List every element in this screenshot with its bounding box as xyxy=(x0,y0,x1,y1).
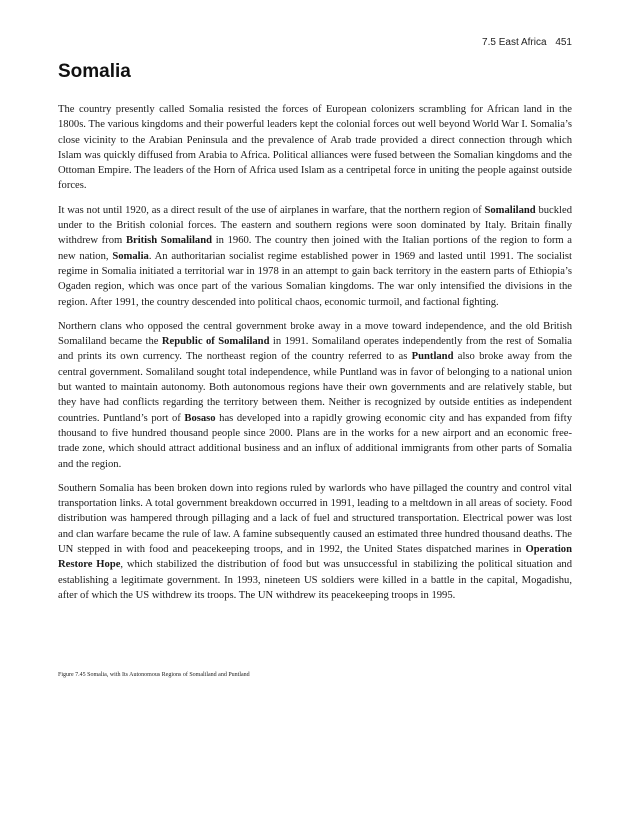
body-text xyxy=(58,102,572,612)
key-term: British Somaliland xyxy=(125,235,213,247)
text-run: The country presently called Somalia resisted the forces of European colonizers scrambling for African land in the 1800s. The various kingdoms and their powerful leaders kept the colonial forces out well beyond World War I. Somalia’s close vicinity to the Arabian Peninsula and the prevalence of Arab trade provided a direct connection through which Islam was quickly diffused from Arabia to Africa. Political alliances were fused between the Somalian kingdoms and the Ottoman Empire. The leaders of the Horn of Africa used Islam as a centripetal force in uniting the people against outside forces. xyxy=(58,104,572,192)
text-run: also broke away from the central government. Somaliland sought total independence, while Puntland was in favor of belonging to a national union but wanted to maintain autonomy. Both autonomous regions have their own governments and are relatively stable, but they have had conflicts regarding the territory between them. Neither is recognized by outside entities as independent countries. Puntland’s port of xyxy=(58,351,572,424)
key-term: Puntland xyxy=(411,351,454,363)
key-term: Republic of Somaliland xyxy=(161,336,270,348)
paragraph xyxy=(58,203,572,310)
section-heading: Somalia xyxy=(58,61,131,82)
key-term: Somaliland xyxy=(484,204,536,216)
page-number: 451 xyxy=(555,37,572,48)
text-run: , which stabilized the distribution of food but was unsuccessful in stabilizing the political situation and establishing a legitimate government. In 1993, nineteen US soldiers were killed in a battle in the capital, Mogadishu, after of which the US withdrew its troops. The UN withdrew its peacekeeping troops in 1995. xyxy=(58,559,573,601)
key-term: Somalia xyxy=(112,250,149,262)
paragraph xyxy=(58,481,572,603)
text-run: . An authoritarian socialist regime established power in 1969 and lasted until 1991. The socialist regime in Somalia initiated a territorial war in 1978 in an attempt to gain back territory in the eastern parts of Ethiopia’s Ogaden region, which was once part of the various Somalian kingdoms. The war only intensified the divisions in the region. After 1991, the country descended into political chaos, economic turmoil, and factional fighting. xyxy=(58,250,572,308)
key-term: Bosaso xyxy=(184,412,216,424)
figure-caption: Figure 7.45 Somalia, with Its Autonomous Regions of Somaliland and Puntland xyxy=(58,672,250,678)
text-run: Southern Somalia has been broken down into regions ruled by warlords who have pillaged the country and control vital transportation links. A total government breakdown occurred in 1991, leading to a meltdown in all areas of society. Food distribution was hampered through pillaging and a lack of fuel and structured transportation. Electrical power was lost and clan warfare became the rule of law. A famine subsequently caused an estimated three hundred thousand deaths. The UN stepped in with food and peacekeeping troops, and in 1992, the United States dispatched marines in xyxy=(58,482,572,556)
text-run: buckled under to the British colonial forces. The eastern and southern regions were soon dominated by Italy. Britain finally withdrew from xyxy=(58,204,573,247)
running-section-title: 7.5 East Africa xyxy=(482,37,547,48)
key-term: Operation Restore Hope xyxy=(58,544,572,571)
text-run: has developed into a rapidly growing economic city and has expanded from fifty thousand to five hundred thousand people since 2000. Plans are in the works for a new airport and an economic free-trade zone, which should attract additional business and an influx of additional immigrants from other parts of Somalia and the region. xyxy=(58,412,572,470)
page-header xyxy=(482,37,572,48)
text-run: in 1960. The country then joined with the Italian portions of the region to form a new nation, xyxy=(58,235,573,262)
paragraph xyxy=(58,102,572,194)
paragraph xyxy=(58,319,572,472)
text-run: Northern clans who opposed the central government broke away in a move toward independence, and the old British Somaliland became the xyxy=(58,320,572,348)
text-run: in 1991. Somaliland operates independently from the rest of Somalia and prints its own currency. The northeast region of the country referred to as xyxy=(58,336,572,363)
text-run: It was not until 1920, as a direct result of the use of airplanes in warfare, that the northern region of xyxy=(58,204,485,216)
